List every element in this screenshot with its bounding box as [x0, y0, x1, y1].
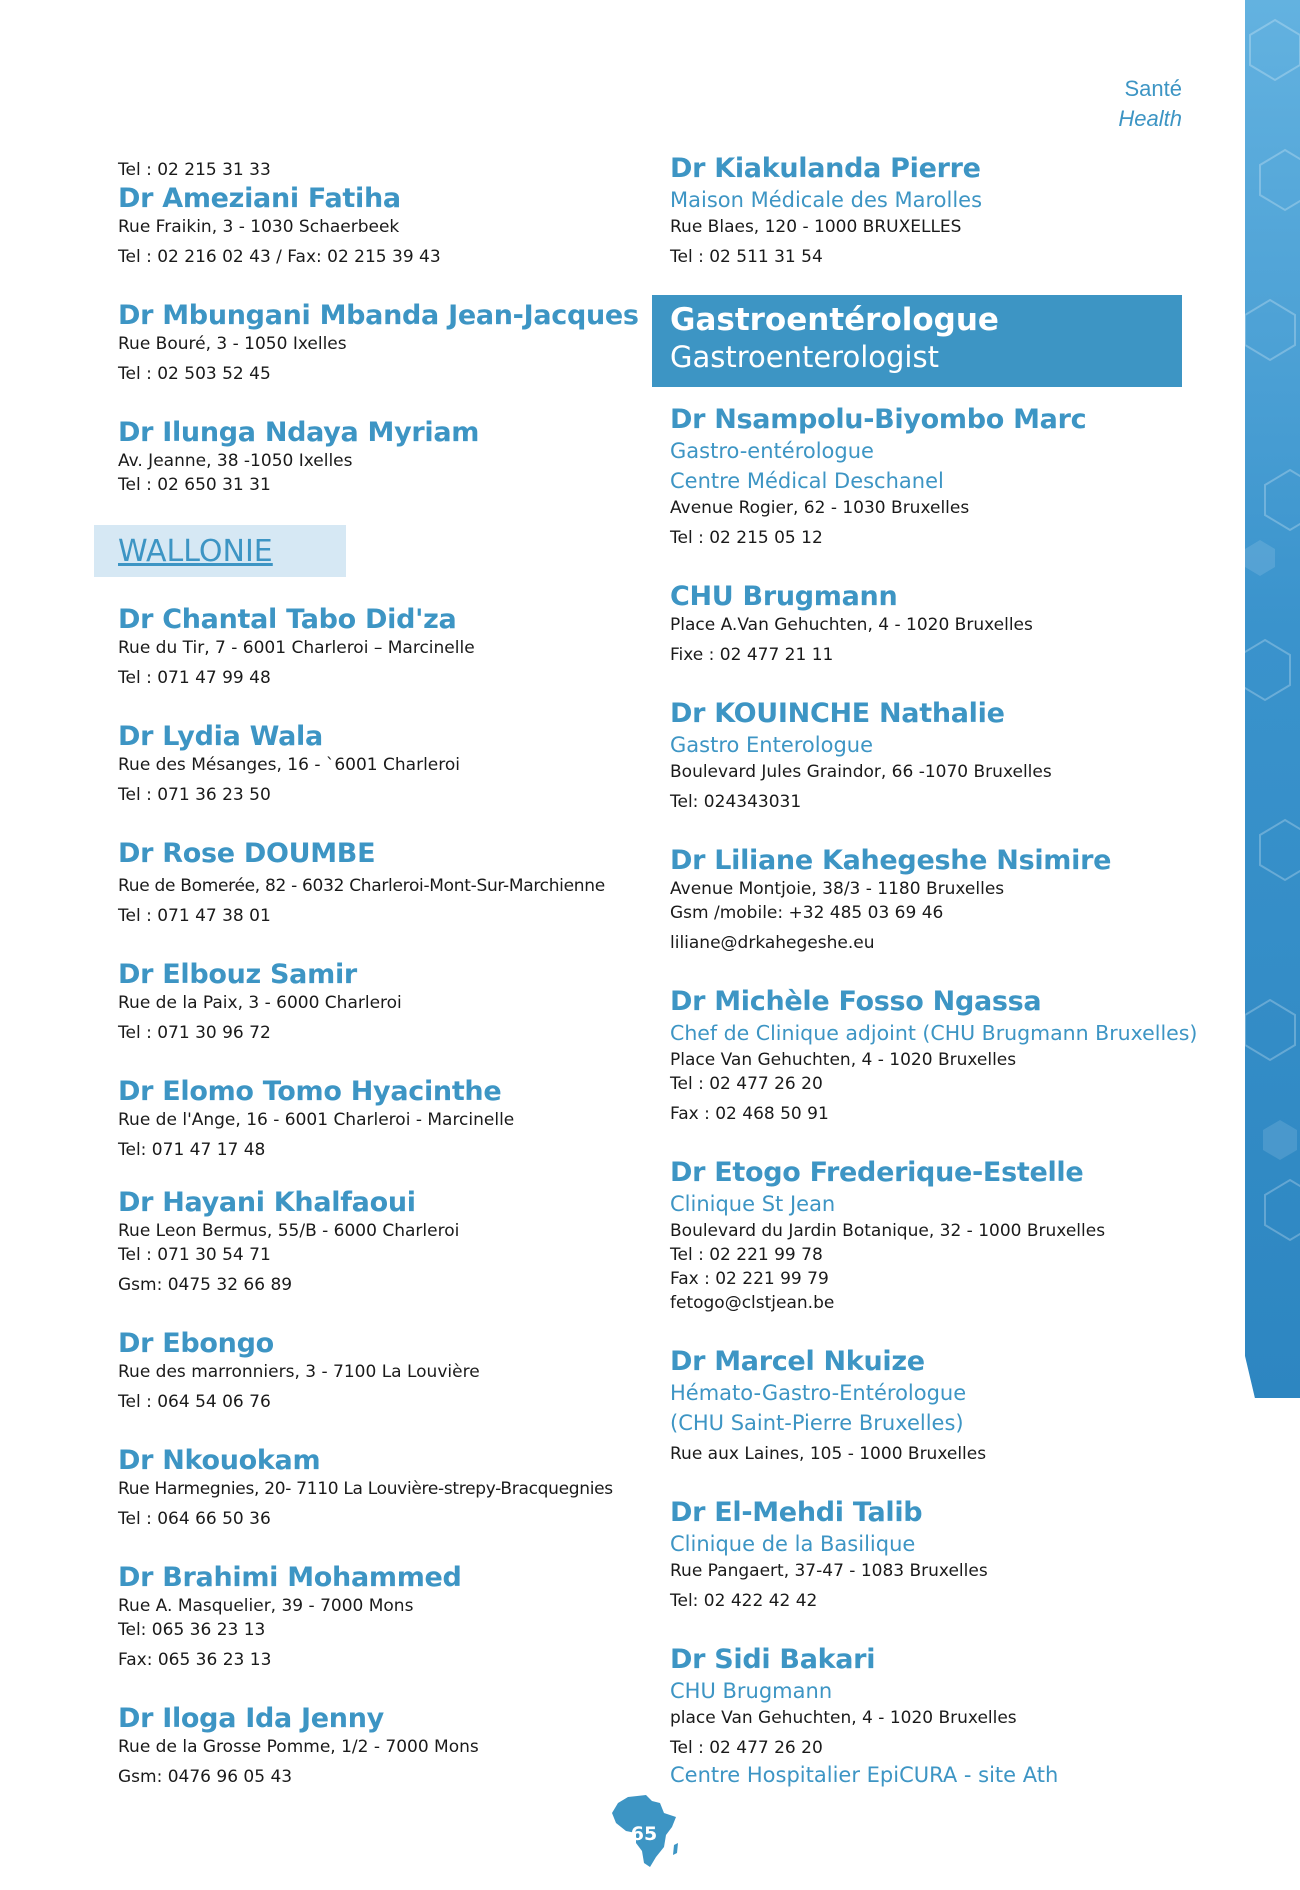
category-heading — [652, 295, 1182, 387]
doctor-name: Dr Elomo Tomo Hyacinthe — [118, 1076, 502, 1107]
doctor-name: Dr Chantal Tabo Did'za — [118, 604, 457, 635]
hexagon-pattern-icon — [1245, 0, 1300, 1398]
doctor-name: Dr Lydia Wala — [118, 721, 323, 752]
phone: Tel : 071 30 96 72 — [118, 1023, 271, 1043]
doctor-name: Dr Ebongo — [118, 1328, 274, 1359]
doctor-name: Dr Sidi Bakari — [670, 1644, 876, 1675]
phone: Tel : 02 215 05 12 — [670, 528, 823, 548]
address: Rue Blaes, 120 - 1000 BRUXELLES — [670, 217, 962, 237]
list-item — [118, 837, 638, 928]
address: Rue Fraikin, 3 - 1030 Schaerbeek — [118, 217, 400, 237]
phone: Tel: 071 47 17 48 — [118, 1140, 266, 1160]
phone: Fixe : 02 477 21 11 — [670, 645, 834, 665]
doctor-name: Dr El-Mehdi Talib — [670, 1497, 923, 1528]
phone: Tel : 02 221 99 78 — [670, 1245, 823, 1265]
list-item — [118, 182, 638, 269]
phone: Tel: 065 36 23 13 — [118, 1620, 266, 1640]
right-column — [670, 152, 1198, 1790]
doctor-name: Dr Ilunga Ndaya Myriam — [118, 417, 480, 448]
list-item — [670, 1496, 1190, 1613]
address: Rue des Mésanges, 16 - `6001 Charleroi — [118, 755, 461, 775]
address: Rue de la Grosse Pomme, 1/2 - 7000 Mons — [118, 1737, 479, 1757]
institution: Maison Médicale des Marolles — [670, 188, 983, 212]
doctor-name: Dr Nkouokam — [118, 1445, 321, 1476]
address: place Van Gehuchten, 4 - 1020 Bruxelles — [670, 1708, 1017, 1728]
doctor-name: Dr Ameziani Fatiha — [118, 183, 401, 214]
phone: Tel : 02 477 26 20 — [670, 1074, 823, 1094]
gsm: Gsm /mobile: +32 485 03 69 46 — [670, 903, 944, 923]
list-item — [118, 1561, 638, 1672]
category-title-en: Gastroenterologist — [670, 340, 939, 374]
specialty: Gastro-entérologue — [670, 439, 874, 463]
doctor-name: Dr Marcel Nkuize — [670, 1346, 925, 1377]
gsm: Gsm: 0475 32 66 89 — [118, 1275, 293, 1295]
fax: Fax : 02 468 50 91 — [670, 1104, 829, 1124]
phone: Tel: 02 422 42 42 — [670, 1591, 818, 1611]
address: Rue Pangaert, 37-47 - 1083 Bruxelles — [670, 1561, 988, 1581]
doctor-name: Dr Hayani Khalfaoui — [118, 1187, 416, 1218]
gsm: Gsm: 0476 96 05 43 — [118, 1767, 293, 1787]
address: Boulevard Jules Graindor, 66 -1070 Bruxelles — [670, 762, 1052, 782]
section-title-en: Health — [1118, 106, 1182, 131]
institution: (CHU Saint-Pierre Bruxelles) — [670, 1411, 964, 1435]
address: Rue des marronniers, 3 - 7100 La Louvière — [118, 1362, 480, 1382]
doctor-name: Dr KOUINCHE Nathalie — [670, 698, 1005, 729]
fax: Fax: 065 36 23 13 — [118, 1650, 272, 1670]
phone: Tel : 071 47 99 48 — [118, 668, 271, 688]
list-item — [670, 844, 1190, 955]
phone: Tel : 02 650 31 31 — [118, 475, 271, 495]
decorative-side-band — [1245, 0, 1300, 1398]
address: Rue Harmegnies, 20- 7110 La Louvière-strepy-Bracquegnies — [118, 1479, 613, 1499]
page-number: 65 — [630, 1823, 658, 1845]
address: Rue de Bomerée, 82 - 6032 Charleroi-Mont-Sur-Marchienne — [118, 876, 605, 896]
address: Place A.Van Gehuchten, 4 - 1020 Bruxelles — [670, 615, 1033, 635]
doctor-name: Dr Etogo Frederique-Estelle — [670, 1157, 1084, 1188]
phone: Tel : 02 511 31 54 — [670, 247, 823, 267]
phone: Tel : 02 216 02 43 / Fax: 02 215 39 43 — [118, 247, 441, 267]
section-title-fr: Santé — [1124, 76, 1182, 101]
left-column — [118, 158, 638, 1789]
institution: Clinique de la Basilique — [670, 1532, 916, 1556]
address: Avenue Montjoie, 38/3 - 1180 Bruxelles — [670, 879, 1005, 899]
list-item — [670, 1156, 1190, 1315]
doctor-name: Dr Liliane Kahegeshe Nsimire — [670, 845, 1112, 876]
doctor-name: Dr Iloga Ida Jenny — [118, 1703, 384, 1734]
fax: Fax : 02 221 99 79 — [670, 1269, 829, 1289]
phone: Tel : 02 477 26 20 — [670, 1738, 823, 1758]
address: Rue du Tir, 7 - 6001 Charleroi – Marcinelle — [118, 638, 475, 658]
list-item — [118, 958, 638, 1045]
email: fetogo@clstjean.be — [670, 1293, 835, 1313]
list-item — [670, 403, 1190, 550]
address: Rue A. Masquelier, 39 - 7000 Mons — [118, 1596, 414, 1616]
doctor-name: CHU Brugmann — [670, 581, 898, 612]
email: liliane@drkahegeshe.eu — [670, 933, 875, 953]
list-item — [670, 1345, 1190, 1466]
region-title: WALLONIE — [118, 533, 273, 569]
contact-tel: Tel : 02 215 31 33 — [118, 160, 271, 180]
doctor-name: Dr Michèle Fosso Ngassa — [670, 986, 1042, 1017]
list-item — [118, 1186, 638, 1297]
phone: Tel : 071 36 23 50 — [118, 785, 271, 805]
doctor-name: Dr Elbouz Samir — [118, 959, 357, 990]
list-item — [118, 1075, 638, 1162]
address: Place Van Gehuchten, 4 - 1020 Bruxelles — [670, 1050, 1017, 1070]
section-header — [1118, 74, 1182, 134]
page-number-badge — [606, 1793, 682, 1869]
address: Avenue Rogier, 62 - 1030 Bruxelles — [670, 498, 970, 518]
address: Boulevard du Jardin Botanique, 32 - 1000 Bruxelles — [670, 1221, 1106, 1241]
list-item — [670, 152, 1190, 269]
institution: Clinique St Jean — [670, 1192, 836, 1216]
list-item — [670, 985, 1198, 1126]
list-item — [118, 416, 638, 497]
address: Rue de la Paix, 3 - 6000 Charleroi — [118, 993, 402, 1013]
list-item — [118, 1444, 638, 1531]
phone: Tel : 064 66 50 36 — [118, 1509, 271, 1529]
doctor-name: Dr Rose DOUMBE — [118, 838, 376, 869]
institution: Chef de Clinique adjoint (CHU Brugmann Bruxelles) — [670, 1021, 1198, 1045]
list-item — [670, 1643, 1190, 1790]
phone: Tel : 064 54 06 76 — [118, 1392, 271, 1412]
institution: Centre Médical Deschanel — [670, 469, 944, 493]
phone: Tel: 024343031 — [670, 792, 802, 812]
phone: Tel : 02 503 52 45 — [118, 364, 271, 384]
address: Rue Bouré, 3 - 1050 Ixelles — [118, 334, 347, 354]
address: Rue de l'Ange, 16 - 6001 Charleroi - Marcinelle — [118, 1110, 515, 1130]
specialty: Gastro Enterologue — [670, 733, 874, 757]
doctor-name: Dr Nsampolu-Biyombo Marc — [670, 404, 1087, 435]
address: Av. Jeanne, 38 -1050 Ixelles — [118, 451, 353, 471]
specialty: Hémato-Gastro-Entérologue — [670, 1381, 967, 1405]
list-item — [118, 1702, 638, 1789]
phone: Tel : 071 47 38 01 — [118, 906, 271, 926]
list-item — [118, 603, 638, 690]
list-item — [670, 580, 1190, 667]
institution: Centre Hospitalier EpiCURA - site Ath — [670, 1763, 1059, 1787]
phone: Tel : 071 30 54 71 — [118, 1245, 271, 1265]
doctor-name: Dr Brahimi Mohammed — [118, 1562, 462, 1593]
list-item — [118, 299, 638, 386]
address: Rue aux Laines, 105 - 1000 Bruxelles — [670, 1444, 987, 1464]
category-title-fr: Gastroentérologue — [670, 302, 999, 338]
institution: CHU Brugmann — [670, 1679, 833, 1703]
list-item — [118, 720, 638, 807]
doctor-name: Dr Kiakulanda Pierre — [670, 153, 981, 184]
list-item — [118, 1327, 638, 1414]
region-heading — [94, 525, 346, 577]
doctor-name: Dr Mbungani Mbanda Jean-Jacques — [118, 300, 639, 331]
address: Rue Leon Bermus, 55/B - 6000 Charleroi — [118, 1221, 460, 1241]
list-item — [670, 697, 1190, 814]
